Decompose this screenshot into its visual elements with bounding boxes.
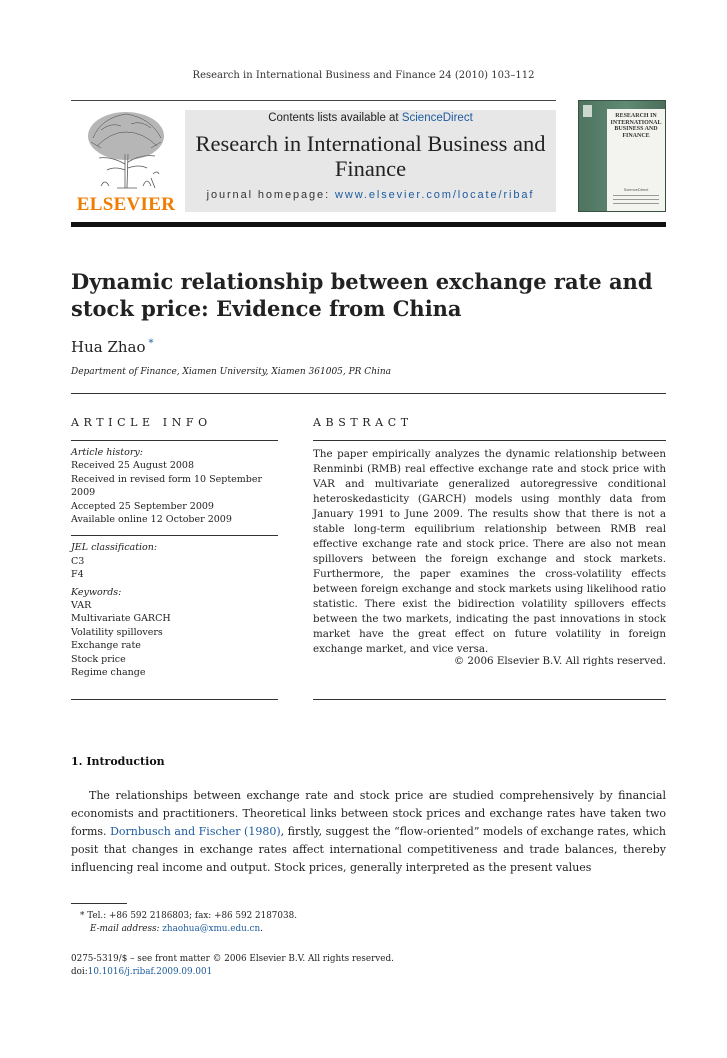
- cover-badge: [583, 105, 592, 117]
- author-footnote: [80, 910, 297, 936]
- footnote-rule: [71, 903, 127, 904]
- doi-line: [71, 966, 394, 979]
- doi-link[interactable]: 10.1016/j.ribaf.2009.09.001: [87, 967, 213, 977]
- history-item: Accepted 25 September 2009: [71, 500, 214, 512]
- email-link[interactable]: zhaohua@xmu.edu.cn: [162, 924, 261, 934]
- sciencedirect-link[interactable]: ScienceDirect: [401, 112, 473, 124]
- author-name: Hua Zhao: [71, 338, 146, 356]
- abstract-rule: [313, 440, 666, 441]
- citation-link[interactable]: Dornbusch and Fischer (1980): [110, 825, 281, 838]
- jel-classification: [71, 541, 278, 581]
- masthead-thick-rule: [71, 222, 666, 227]
- intro-text-start: The relationships between exchange rate and stock price are studied comprehensively by financial economists and practitioners. Theoretical links between stock prices and exchange rates have taken two forms.: [71, 789, 666, 838]
- article-title: Dynamic relationship between exchange rate and stock price: Evidence from China: [71, 269, 653, 321]
- cover-title-panel: [607, 109, 665, 211]
- publisher-name: ELSEVIER: [76, 194, 176, 215]
- header-rule: [71, 393, 666, 394]
- introduction-heading: 1. Introduction: [71, 755, 165, 768]
- keyword: VAR: [71, 600, 92, 612]
- keyword: Multivariate GARCH: [71, 613, 171, 625]
- keywords: [71, 586, 278, 680]
- keyword: Exchange rate: [71, 640, 141, 652]
- intro-text-end: , firstly, suggest the “flow-oriented” models of exchange rates, which posit that changes in exchange rates affect international competitiveness and trade balances, thereby influencing real income and output. Stock prices, generally interpreted as the present values: [71, 825, 666, 874]
- abstract-heading: ABSTRACT: [313, 416, 413, 429]
- elsevier-tree-icon: [81, 108, 171, 190]
- history-label: Article history:: [71, 447, 143, 458]
- issn-block: [71, 953, 394, 979]
- article-info: [71, 446, 278, 680]
- footnote-mark: *: [80, 911, 85, 921]
- affiliation: Department of Finance, Xiamen University, Xiamen 361005, PR China: [71, 367, 392, 377]
- running-head: Research in International Business and Finance 24 (2010) 103–112: [192, 70, 535, 81]
- cover-sciencedirect: ScienceDirect: [623, 187, 649, 192]
- footnote-contact: Tel.: +86 592 2186803; fax: +86 592 2187038.: [87, 911, 297, 921]
- author-line: [71, 338, 154, 356]
- cover-title: RESEARCH IN INTERNATIONAL BUSINESS AND FINANCE: [610, 113, 662, 139]
- contents-prefix: Contents lists available at: [268, 112, 402, 124]
- history-item: Received in revised form 10 September 2009: [71, 473, 263, 499]
- journal-homepage: [185, 189, 556, 201]
- keyword: Stock price: [71, 653, 126, 665]
- issn-line: 0275-5319/$ – see front matter © 2006 Elsevier B.V. All rights reserved.: [71, 954, 394, 964]
- journal-banner: [185, 110, 556, 212]
- keywords-label: Keywords:: [71, 586, 122, 598]
- abstract-copyright: © 2006 Elsevier B.V. All rights reserved.: [453, 655, 666, 667]
- article-info-rule: [71, 440, 278, 441]
- email-end: .: [260, 924, 263, 934]
- jel-label: JEL classification:: [71, 542, 158, 554]
- email-label: E-mail address:: [90, 924, 160, 934]
- contents-line: [185, 112, 556, 124]
- introduction-paragraph: [71, 787, 666, 877]
- cover-lines: [607, 195, 665, 204]
- article-info-heading: ARTICLE INFO: [71, 416, 212, 429]
- article-info-bottom-rule: [71, 699, 278, 700]
- homepage-link[interactable]: www.elsevier.com/locate/ribaf: [335, 189, 535, 201]
- doi-label: doi:: [71, 967, 88, 977]
- keyword: Regime change: [71, 667, 146, 679]
- history-item: Available online 12 October 2009: [71, 514, 232, 526]
- journal-cover: [578, 100, 666, 212]
- footnote-contact-line: [80, 910, 297, 923]
- elsevier-logo: [71, 108, 181, 215]
- article-history: [71, 446, 278, 526]
- footnote-email-line: [80, 923, 297, 936]
- jel-code: F4: [71, 569, 84, 581]
- abstract-text: The paper empirically analyzes the dynamic relationship between Renminbi (RMB) real effective exchange rate and stock price with VAR and multivariate generalized autoregressive conditional heteroskedasticity (GARCH) models using monthly data from January 1991 to June 2009. The results show that there is not a stable long-term equilibrium relationship between RMB real effective exchange rate and stock price. There are also not mean spillovers between the foreign exchange and stock markets. Furthermore, the paper examines the cross-volatility effects between foreign exchange and stock markets using likelihood ratio statistic. There exist the bidirection volatility spillovers effects between the two markets, indicating the past innovations in stock market have the great effect on future volatility in foreign exchange market, and vice versa.: [313, 448, 666, 655]
- abstract-bottom-rule: [313, 699, 666, 700]
- history-item: Received 25 August 2008: [71, 460, 195, 472]
- keyword: Volatility spillovers: [71, 626, 163, 638]
- author-footnote-mark[interactable]: *: [148, 338, 154, 349]
- journal-title: Research in International Business and Finance: [195, 131, 546, 181]
- homepage-prefix: journal homepage:: [206, 189, 335, 201]
- jel-code: C3: [71, 555, 85, 567]
- masthead-rule: [71, 100, 556, 101]
